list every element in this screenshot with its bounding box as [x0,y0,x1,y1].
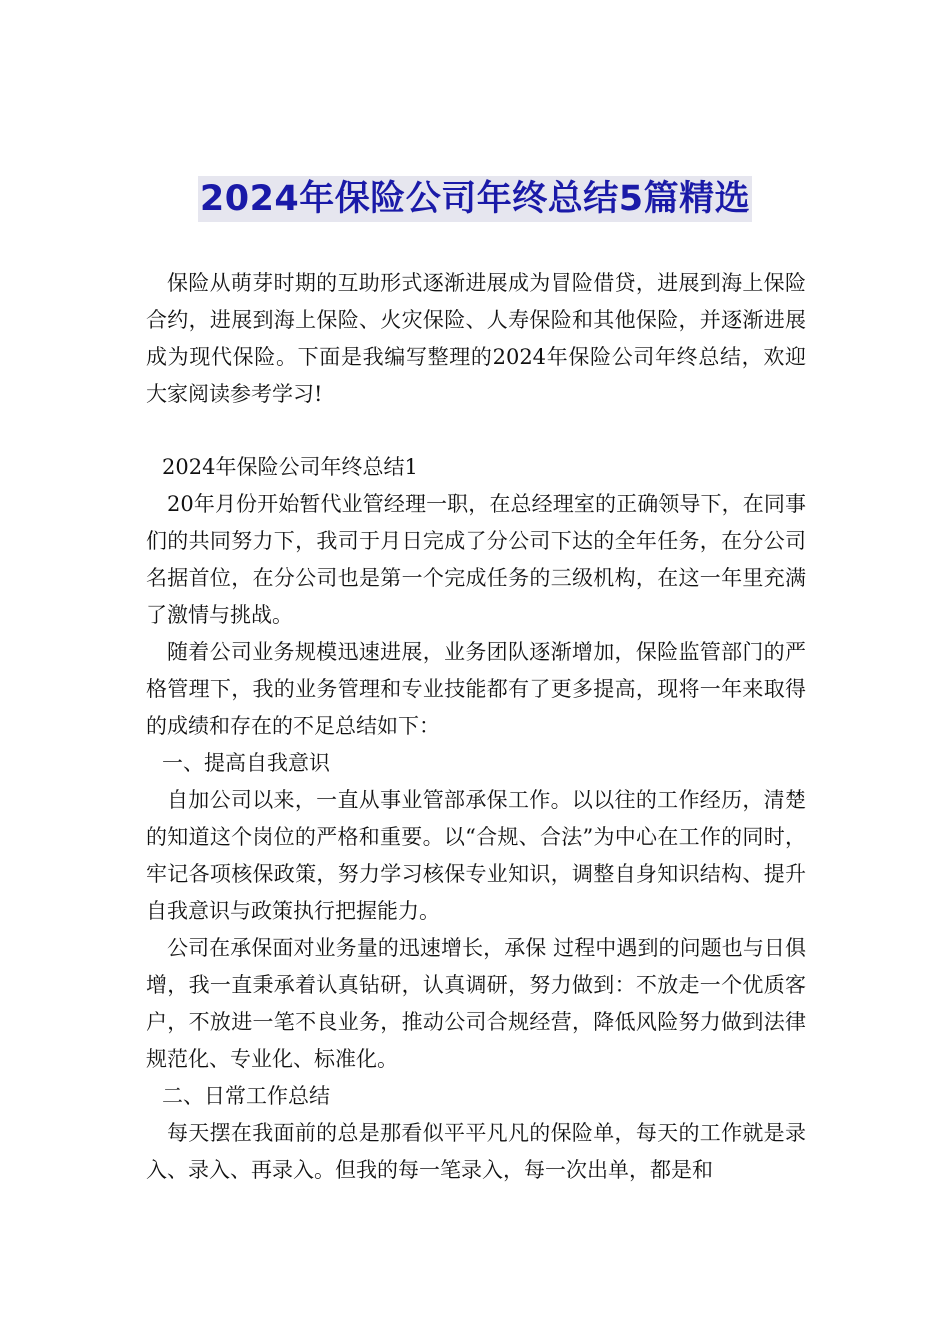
document-title: 2024年保险公司年终总结5篇精选 [198,176,752,222]
section-heading: 2024年保险公司年终总结1 [162,455,418,479]
body-paragraph: 公司在承保面对业务量的迅速增长，承保 过程中遇到的问题也与日俱增，我一直秉承着认真钻研，认真调研，努力做到：不放走一个优质客户，不放进一笔不良业务，推动公司合规经营，降低风险努力做到法律规范化、专业化、标准化。 [146,936,806,1071]
intro-paragraph: 保险从萌芽时期的互助形式逐渐进展成为冒险借贷，进展到海上保险合约，进展到海上保险、火灾保险、人寿保险和其他保险，并逐渐进展成为现代保险。下面是我编写整理的2024年保险公司年终总结，欢迎大家阅读参考学习! [146,271,806,406]
subsection-heading: 一、提高自我意识 [162,751,330,775]
body-paragraph: 20年月份开始暂代业管经理一职，在总经理室的正确领导下，在同事们的共同努力下，我司于月日完成了分公司下达的全年任务，在分公司名据首位，在分公司也是第一个完成任务的三级机构，在这一年里充满了激情与挑战。 [146,492,806,627]
body-paragraph: 自加公司以来，一直从事业管部承保工作。以以往的工作经历，清楚的知道这个岗位的严格和重要。以“合规、合法”为中心在工作的同时，牢记各项核保政策，努力学习核保专业知识，调整自身知识结构、提升自我意识与政策执行把握能力。 [146,788,806,923]
document-body [146,265,806,1189]
subsection-heading: 二、日常工作总结 [162,1084,330,1108]
body-paragraph: 每天摆在我面前的总是那看似平平凡凡的保险单，每天的工作就是录入、录入、再录入。但我的每一笔录入，每一次出单，都是和 [146,1121,806,1182]
title-container [0,176,950,222]
paragraph-gap [146,413,806,449]
body-paragraph: 随着公司业务规模迅速进展，业务团队逐渐增加，保险监管部门的严格管理下，我的业务管理和专业技能都有了更多提高，现将一年来取得的成绩和存在的不足总结如下： [146,640,806,738]
